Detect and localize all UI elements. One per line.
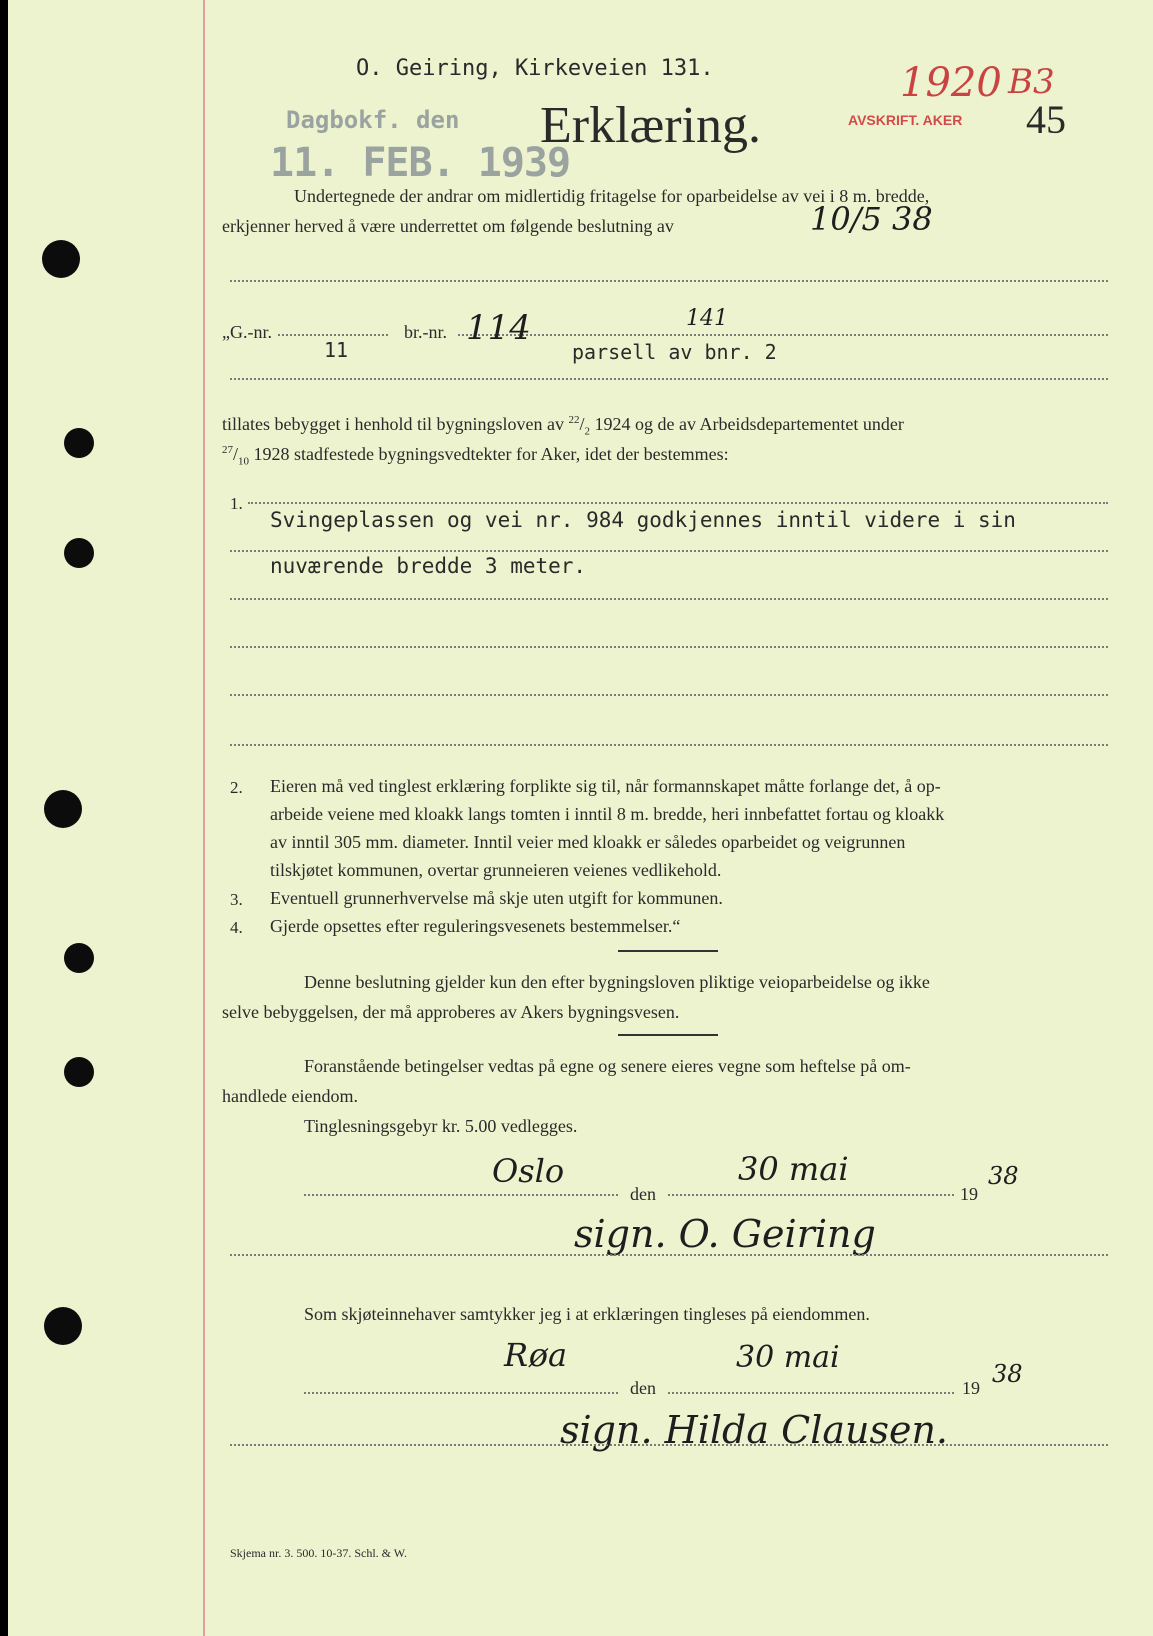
permission-line-1: tillates bebygget i henhold til bygningsloven av $^{22}/_2$ 1924 og de av Arbeidsdepartementet under bbox=[222, 414, 904, 438]
dotted-line bbox=[230, 694, 1108, 696]
dotted-line bbox=[230, 550, 1108, 552]
binder-hole bbox=[44, 1307, 82, 1345]
signature-2-date: 30 mai bbox=[736, 1340, 840, 1375]
condition-2-line: av inntil 305 mm. diameter. Inntil veier med kloakk er således oparbeidet og veigrunnen bbox=[270, 832, 906, 852]
form-footer: Skjema nr. 3. 500. 10-37. Schl. & W. bbox=[230, 1546, 407, 1560]
typed-name-address: O. Geiring, Kirkeveien 131. bbox=[356, 56, 714, 81]
condition-number: 1. bbox=[230, 494, 243, 513]
separator-rule bbox=[618, 950, 718, 952]
handwritten-initials: B3 bbox=[1008, 62, 1055, 102]
signature-1-year-prefix: 19 bbox=[960, 1184, 978, 1204]
gnr-value: 11 bbox=[324, 338, 349, 362]
binder-hole bbox=[64, 1057, 94, 1087]
inserted-parsell-number: 141 bbox=[686, 306, 728, 331]
dotted-line bbox=[668, 1392, 954, 1394]
handwritten-reference: 1920 bbox=[900, 60, 1002, 106]
condition-2-line: arbeide veiene med kloakk langs tomten i inntil 8 m. bredde, heri innbefattet fortau og kloakk bbox=[270, 804, 945, 824]
dotted-line bbox=[304, 1194, 618, 1196]
condition-2-line: Eieren må ved tinglest erklæring forplikte sig til, når formannskapet måtte forlange det, å op- bbox=[270, 776, 941, 796]
document-page bbox=[8, 0, 1153, 1636]
received-stamp-date: 11. FEB. 1939 bbox=[270, 140, 571, 186]
dotted-line bbox=[248, 502, 1108, 504]
condition-4-line: Gjerde opsettes efter reguleringsvesenets bestemmelser.“ bbox=[270, 916, 681, 936]
document-title: Erklæring. bbox=[540, 97, 761, 154]
decision-paragraph-line: selve bebyggelsen, der må approberes av Akers bygningsvesen. bbox=[222, 1002, 680, 1022]
signature-2-year-prefix: 19 bbox=[962, 1378, 980, 1398]
received-stamp-label: Dagbokf. den bbox=[286, 106, 460, 134]
bnr-label: br.-nr. bbox=[404, 322, 447, 342]
signature-1-place: Oslo bbox=[492, 1152, 565, 1190]
bnr-value: 114 bbox=[466, 308, 531, 348]
page-number: 45 bbox=[1026, 97, 1066, 142]
condition-1-line-1: Svingeplassen og vei nr. 984 godkjennes inntil videre i sin bbox=[270, 508, 1016, 532]
separator-rule bbox=[618, 1034, 718, 1036]
dotted-line bbox=[230, 646, 1108, 648]
dotted-line bbox=[230, 598, 1108, 600]
condition-number: 4. bbox=[230, 918, 243, 937]
decision-date: 10/5 38 bbox=[810, 200, 933, 238]
signature-1: sign. O. Geiring bbox=[574, 1212, 876, 1256]
binder-hole bbox=[44, 790, 82, 828]
consent-text: Som skjøteinnehaver samtykker jeg i at erklæringen tingleses på eiendommen. bbox=[304, 1304, 870, 1324]
dotted-line bbox=[230, 378, 1108, 380]
dotted-line bbox=[668, 1194, 954, 1196]
condition-number: 2. bbox=[230, 778, 243, 797]
intro-line-2: erkjenner herved å være underrettet om følgende beslutning av bbox=[222, 216, 674, 236]
signature-1-den-label: den bbox=[630, 1184, 656, 1204]
conditions-paragraph-line: Foranstående betingelser vedtas på egne og senere eieres vegne som heftelse på om- bbox=[304, 1056, 911, 1076]
parsell-text: parsell av bnr. 2 bbox=[572, 340, 777, 364]
dotted-line bbox=[230, 1254, 1108, 1256]
binder-hole bbox=[64, 538, 94, 568]
intro-line-1: Undertegnede der andrar om midlertidig fritagelse for oparbeidelse av vei i 8 m. bredde, bbox=[294, 186, 930, 206]
condition-3-line: Eventuell grunnerhvervelse må skje uten utgift for kommunen. bbox=[270, 888, 723, 908]
dotted-line bbox=[230, 1444, 1108, 1446]
condition-2-line: tilskjøtet kommunen, overtar grunneieren veienes vedlikehold. bbox=[270, 860, 722, 880]
condition-number: 3. bbox=[230, 890, 243, 909]
dotted-line bbox=[278, 334, 388, 336]
signature-2-year: 38 bbox=[992, 1360, 1023, 1388]
signature-1-date: 30 mai bbox=[738, 1150, 849, 1188]
dotted-line bbox=[230, 744, 1108, 746]
decision-paragraph-line: Denne beslutning gjelder kun den efter bygningsloven pliktige veioparbeidelse og ikke bbox=[304, 972, 930, 992]
condition-1-line-2: nuværende bredde 3 meter. bbox=[270, 554, 587, 578]
binder-hole bbox=[64, 943, 94, 973]
signature-2: sign. Hilda Clausen. bbox=[560, 1408, 949, 1452]
signature-2-place: Røa bbox=[504, 1336, 568, 1374]
dotted-line bbox=[304, 1392, 618, 1394]
margin-rule bbox=[203, 0, 205, 1636]
conditions-paragraph-line: handlede eiendom. bbox=[222, 1086, 358, 1106]
gnr-label: „G.-nr. bbox=[222, 322, 272, 342]
avskrift-stamp: AVSKRIFT. AKER bbox=[848, 112, 963, 128]
permission-line-2: $^{27}/_{10}$ 1928 stadfestede bygningsvedtekter for Aker, idet der bestemmes: bbox=[222, 444, 729, 468]
fee-line: Tinglesningsgebyr kr. 5.00 vedlegges. bbox=[304, 1116, 578, 1136]
dotted-line bbox=[230, 280, 1108, 282]
binder-hole bbox=[42, 240, 80, 278]
dotted-line bbox=[458, 334, 1108, 336]
signature-2-den-label: den bbox=[630, 1378, 656, 1398]
binder-hole bbox=[64, 428, 94, 458]
signature-1-year: 38 bbox=[988, 1162, 1019, 1190]
